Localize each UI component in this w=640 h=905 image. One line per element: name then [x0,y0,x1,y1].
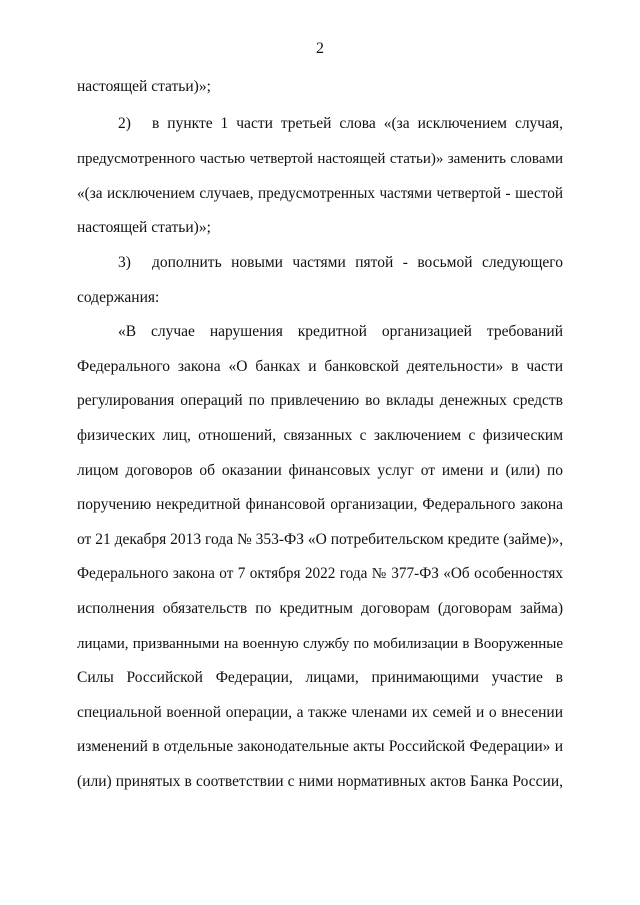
text-line: поручению некредитной финансовой организации, Федерального закона [77,496,563,513]
list-marker: 3) [118,254,131,271]
list-marker: 2) [118,115,131,132]
text-line: от 21 декабря 2013 года № 353-ФЗ «О потребительском кредите (займе)», [77,531,564,548]
page-number: 2 [316,40,324,57]
text-line: «(за исключением случаев, предусмотренных частями четвертой - шестой [77,185,563,202]
text-line: содержания: [77,289,160,306]
text-line: Федерального закона от 7 октября 2022 года № 377-ФЗ «Об особенностях [77,565,563,582]
text-line: настоящей статьи)»; [77,219,211,236]
text-line: лицами, призванными на военную службу по мобилизации в Вооруженные [77,636,563,652]
text-line: «В случае нарушения кредитной организацией требований [118,323,563,340]
text-line: лицом договоров об оказании финансовых услуг от имени и (или) по [77,462,563,479]
text-line: Силы Российской Федерации, лицами, принимающими участие в [77,669,563,686]
text-line: специальной военной операции, а также членами их семей и о внесении [77,704,563,721]
text-line: в пункте 1 части третьей слова «(за исключением случая, [152,115,563,132]
text-line: изменений в отдельные законодательные акты Российской Федерации» и [77,738,563,755]
text-line: исполнения обязательств по кредитным договорам (договорам займа) [77,600,563,617]
text-line: регулирования операций по привлечению во вклады денежных средств [77,392,563,409]
text-line: физических лиц, отношений, связанных с заключением с физическим [77,427,563,444]
text-line: Федерального закона «О банках и банковской деятельности» в части [77,358,563,375]
text-line: (или) принятых в соответствии с ними нормативных актов Банка России, [77,773,563,790]
text-line: настоящей статьи)»; [77,78,211,95]
text-line: предусмотренного частью четвертой настоящей статьи)» заменить словами [77,151,563,167]
text-line: дополнить новыми частями пятой - восьмой следующего [152,254,563,271]
